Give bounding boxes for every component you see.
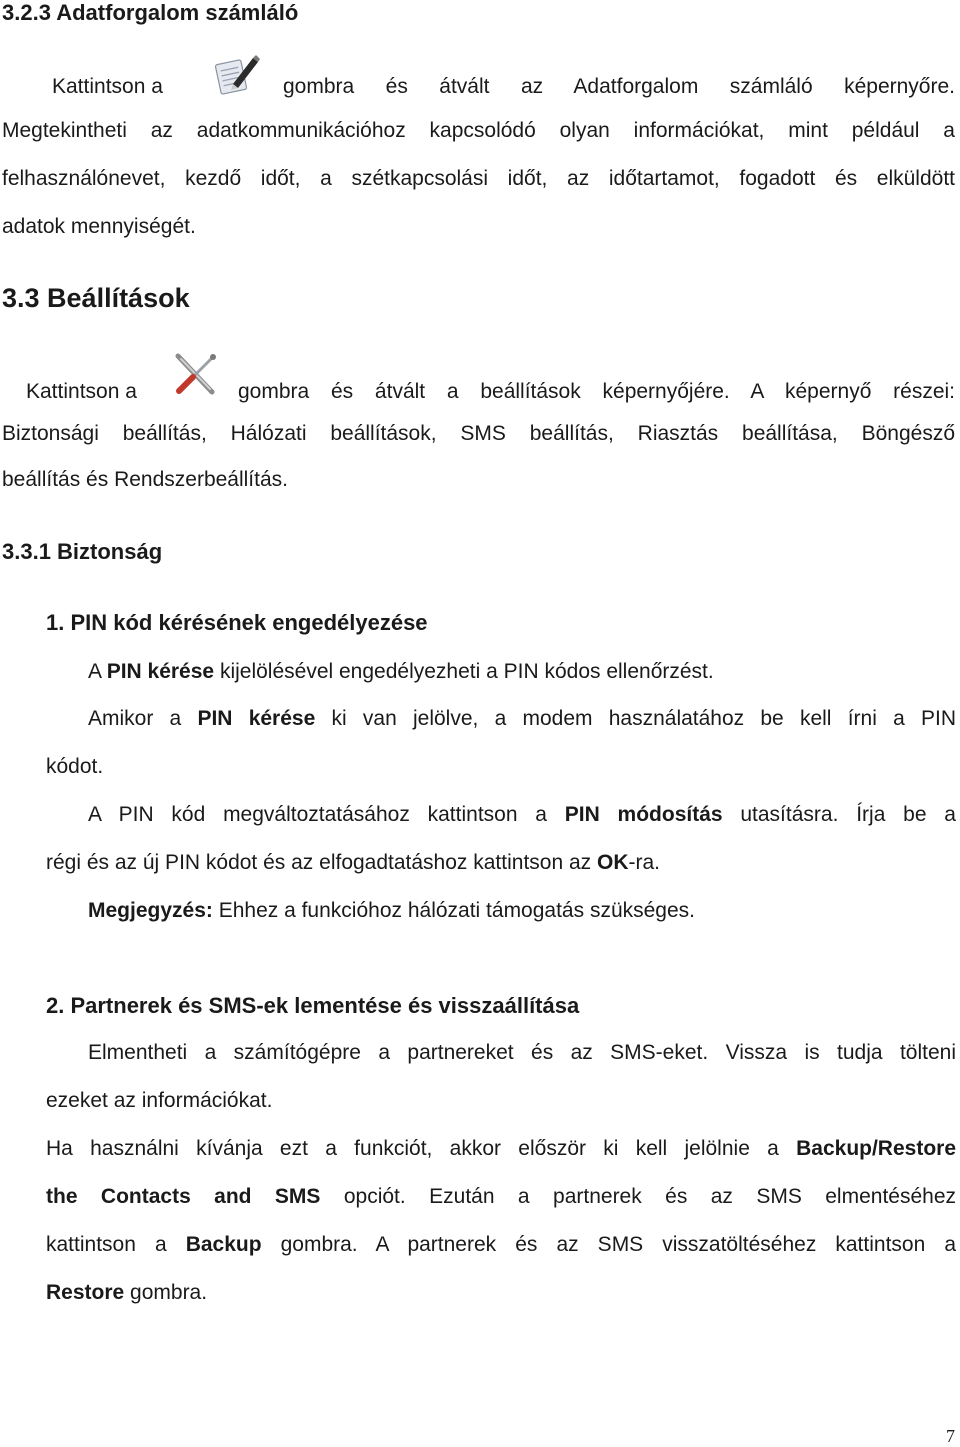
- item-title-2: 2. Partnerek és SMS-ek lementése és visszaállítása: [46, 993, 580, 1018]
- text-line: A PIN kód megváltoztatásához kattintson a PIN módosítás utasításra. Írja be a: [88, 803, 956, 826]
- text-line: gombra és átvált az Adatforgalom számláló képernyőre.: [283, 75, 955, 98]
- item-title-1: 1. PIN kód kérésének engedélyezése: [46, 610, 428, 635]
- text-line: kattintson a Backup gombra. A partnerek és az SMS visszatöltéséhez kattintson a: [46, 1233, 957, 1256]
- text-line: Amikor a PIN kérése ki van jelölve, a modem használatához be kell írni a PIN: [88, 707, 957, 730]
- section-heading-3-3-1: 3.3.1 Biztonság: [2, 539, 163, 564]
- text-line: A PIN kérése kijelölésével engedélyezheti a PIN kódos ellenőrzést.: [88, 660, 714, 683]
- text-line: Megtekintheti az adatkommunikációhoz kapcsolódó olyan információkat, mint például a: [2, 119, 955, 142]
- text-line: gombra és átvált a beállítások képernyőjére. A képernyő részei:: [238, 380, 955, 403]
- text-line: ezeket az információkat.: [46, 1089, 273, 1112]
- notepad-pen-icon: [213, 54, 261, 96]
- text-line: Kattintson a: [52, 75, 163, 98]
- text-line: beállítás és Rendszerbeállítás.: [2, 468, 288, 491]
- text-line: Biztonsági beállítás, Hálózati beállítások, SMS beállítás, Riasztás beállítása, Böngésző: [2, 422, 955, 445]
- note-label: Megjegyzés:: [88, 899, 213, 922]
- note-line: Megjegyzés: Ehhez a funkcióhoz hálózati támogatás szükséges.: [88, 899, 695, 922]
- page-number: 7: [946, 1426, 955, 1446]
- text-line: kódot.: [46, 755, 104, 778]
- text-line: Ha használni kívánja ezt a funkciót, akkor először ki kell jelölnie a Backup/Restore: [46, 1137, 956, 1160]
- text-line: Elmentheti a számítógépre a partnereket és az SMS-eket. Vissza is tudja tölteni: [88, 1041, 956, 1064]
- text-line: the Contacts and SMS opciót. Ezután a partnerek és az SMS elmentéséhez: [46, 1185, 956, 1208]
- wrench-screwdriver-icon: [172, 352, 218, 396]
- text-line: Restore gombra.: [46, 1281, 208, 1304]
- section-heading-3-2-3: 3.2.3 Adatforgalom számláló: [2, 0, 299, 25]
- text-line: régi és az új PIN kódot és az elfogadtatáshoz kattintson az OK-ra.: [46, 851, 660, 874]
- text-line: Kattintson a: [26, 380, 137, 403]
- text-line: felhasználónevet, kezdő időt, a szétkapcsolási időt, az időtartamot, fogadott és elküldött: [2, 167, 955, 190]
- section-heading-3-3: 3.3 Beállítások: [2, 283, 190, 313]
- text-line: adatok mennyiségét.: [2, 215, 196, 238]
